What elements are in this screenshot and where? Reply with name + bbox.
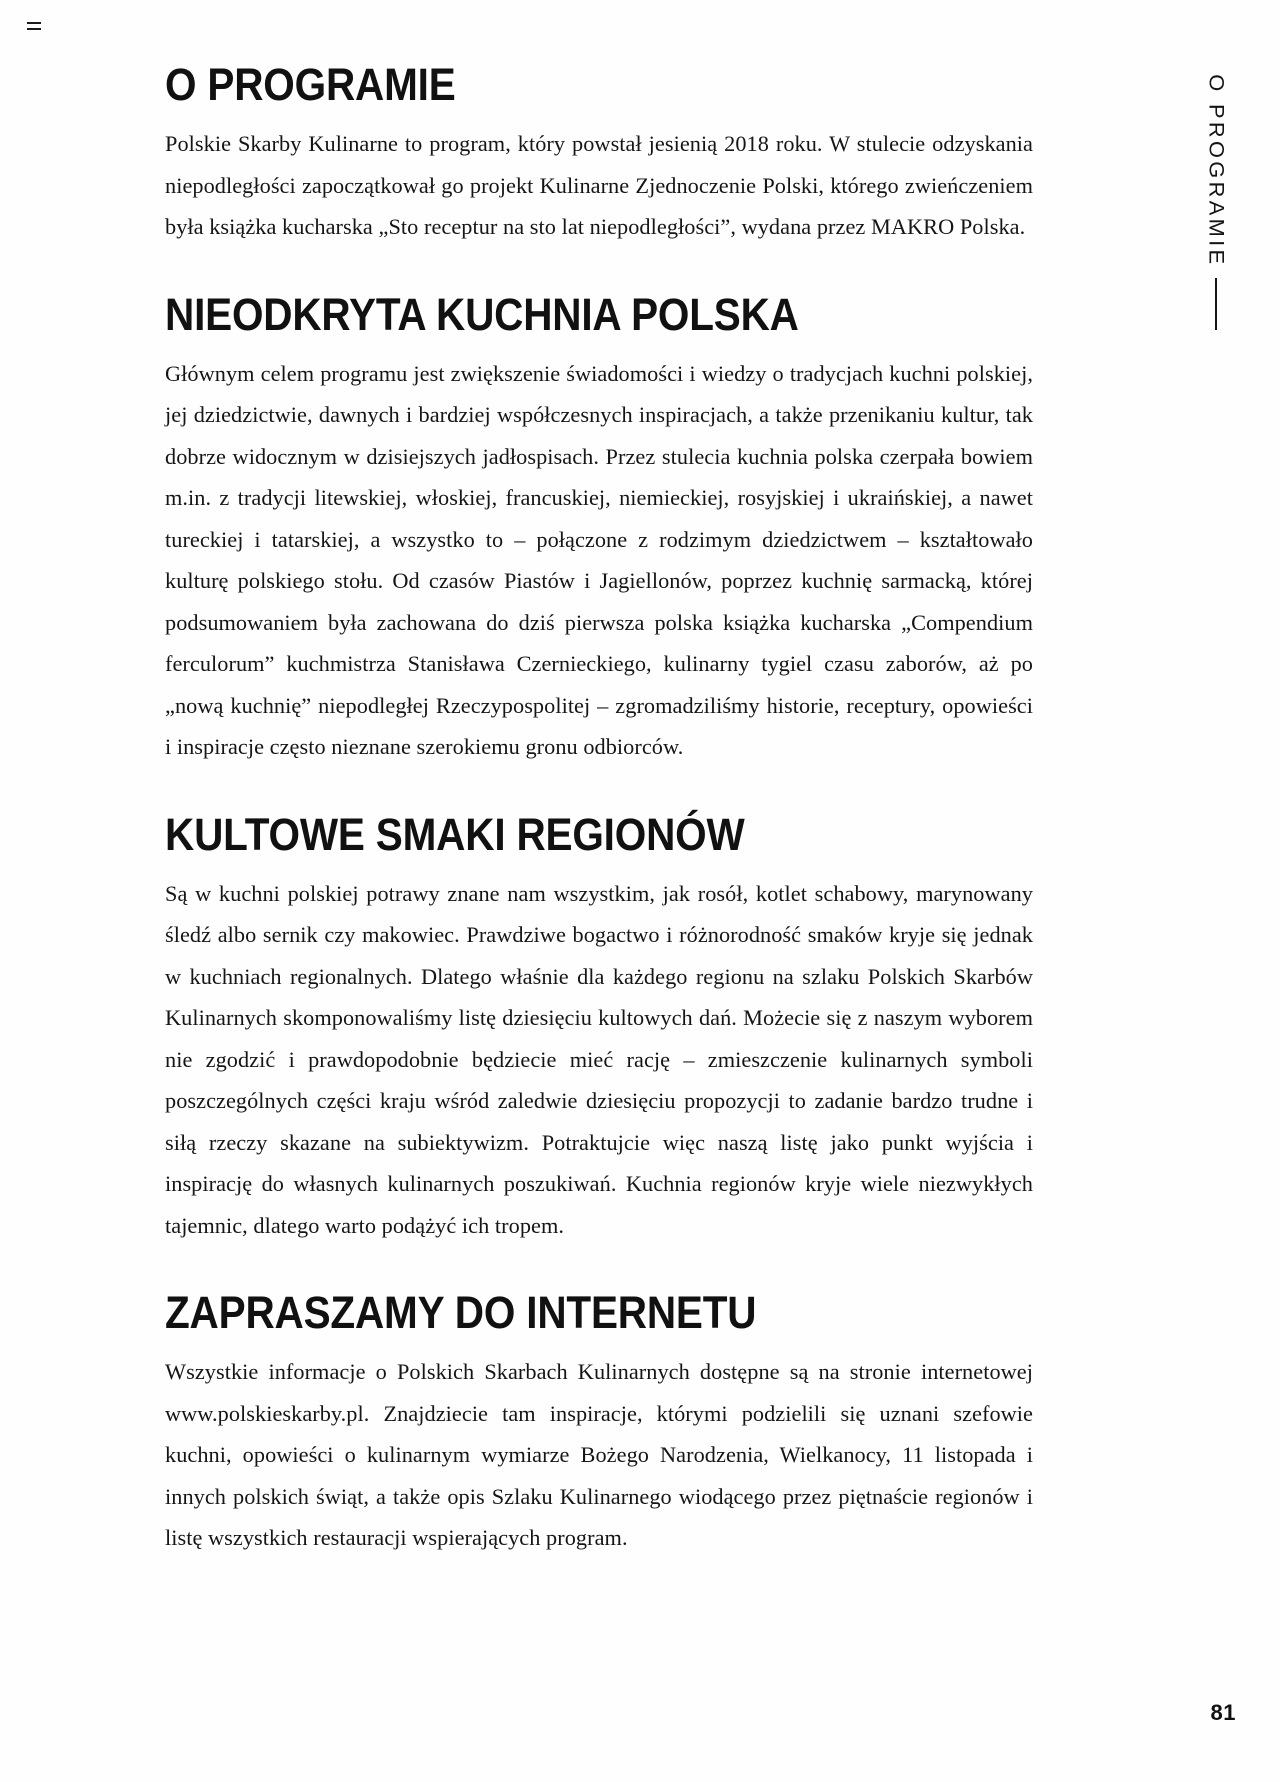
section-zapraszamy-do-internetu — [165, 1287, 1033, 1559]
section-paragraph: Wszystkie informacje o Polskich Skarbach Kulinarnych dostępne są na stronie internetowej www.polskieskarby.pl. Znajdziecie tam inspiracje, którymi podzielili się uznani szefowie kuchni, opowieści o kulinarnym wymiarze Bożego Narodzenia, Wielkanocy, 11 listopada i innych polskich świąt, a także opis Szlaku Kulinarnego wiodącego przez piętnaście regionów i listę wszystkich restauracji wspierających program. — [165, 1359, 1033, 1550]
equals-marker-icon — [27, 22, 41, 30]
section-kultowe-smaki-regionow — [165, 808, 1033, 1247]
section-paragraph: Głównym celem programu jest zwiększenie świadomości i wiedzy o tradycjach kuchni polskiej, jej dziedzictwie, dawnych i bardziej współczesnych inspiracjach, a także przenikaniu kultur, tak dobrze widocznym w dzisiejszych jadłospisach. Przez stulecia kuchnia polska czerpała bowiem m.in. z tradycji litewskiej, włoskiej, francuskiej, niemieckiej, rosyjskiej i ukraińskiej, a nawet tureckiej i tatarskiej, a wszystko to – połączone z rodzimym dziedzictwem – kształtowało kulturę polskiego stołu. Od czasów Piastów i Jagiellonów, poprzez kuchnię sarmacką, której podsumowaniem była zachowana do dziś pierwsza polska książka kucharska „Compendium ferculorum” kuchmistrza Stanisława Czernieckiego, kulinarny tygiel czasu zaborów, aż po „nową kuchnię” niepodległej Rzeczypospolitej – zgromadziliśmy historie, receptury, opowieści i inspiracje często nieznane szerokiemu gronu odbiorców. — [165, 360, 1033, 759]
equals-marker-bar-bottom — [27, 28, 41, 30]
section-heading: KULTOWE SMAKI REGIONÓW — [165, 808, 745, 860]
running-head-rule — [1215, 278, 1217, 330]
page-number: 81 — [1210, 1700, 1236, 1725]
running-head — [1196, 74, 1236, 330]
section-heading: ZAPRASZAMY DO INTERNETU — [165, 1287, 757, 1338]
article-body — [165, 59, 1033, 1559]
section-nieodkryta-kuchnia-polska — [165, 288, 1033, 768]
running-head-label: O PROGRAMIE — [1204, 74, 1228, 268]
section-paragraph: Polskie Skarby Kulinarne to program, który powstał jesienią 2018 roku. W stulecie odzyskania niepodległości zapoczątkował go projekt Kulinarne Zjednoczenie Polski, którego zwieńczeniem była książka kucharska „Sto receptur na sto lat niepodległości”, wydana przez MAKRO Polska. — [165, 131, 1033, 239]
section-o-programie — [165, 59, 1033, 248]
section-heading: O PROGRAMIE — [165, 59, 456, 110]
section-paragraph: Są w kuchni polskiej potrawy znane nam wszystkim, jak rosół, kotlet schabowy, marynowany śledź albo sernik czy makowiec. Prawdziwe bogactwo i różnorodność smaków kryje się jednak w kuchniach regionalnych. Dlatego właśnie dla każdego regionu na szlaku Polskich Skarbów Kulinarnych skomponowaliśmy listę dziesięciu kultowych dań. Możecie się z naszym wyborem nie zgodzić i prawdopodobnie będziecie mieć rację – zmieszczenie kulinarnych symboli poszczególnych części kraju wśród zaledwie dziesięciu propozycji to zadanie bardzo trudne i siłą rzeczy skazane na subiektywizm. Potraktujcie więc naszą listę jako punkt wyjścia i inspirację do własnych kulinarnych poszukiwań. Kuchnia regionów kryje wiele niezwykłych tajemnic, dlatego warto podążyć ich tropem. — [165, 880, 1033, 1238]
section-heading: NIEODKRYTA KUCHNIA POLSKA — [165, 288, 799, 340]
equals-marker-bar-top — [27, 22, 41, 24]
